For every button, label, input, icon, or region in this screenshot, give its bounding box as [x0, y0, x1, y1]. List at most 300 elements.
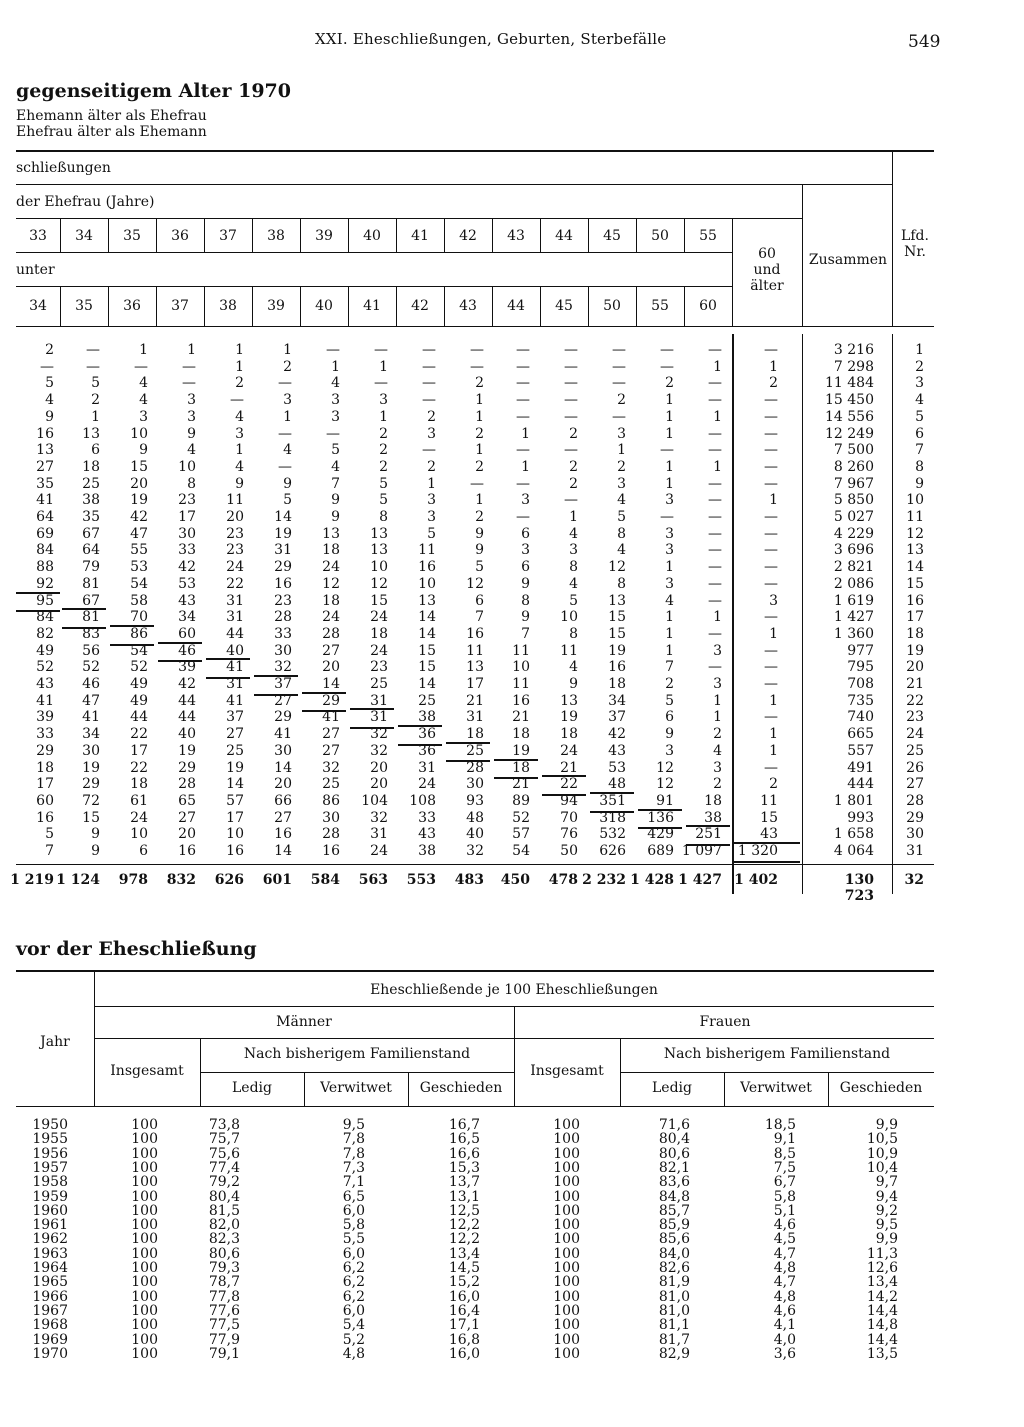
bound-bottom: 34: [29, 298, 47, 314]
table1-cell: 19: [274, 525, 292, 542]
table2-cell: 100: [553, 1202, 580, 1219]
table1-cell: 2: [91, 392, 100, 409]
table1-cell: 52: [130, 659, 148, 676]
table1-subtitle-2: Ehefrau älter als Ehemann: [16, 124, 207, 140]
table1-cell: 1: [617, 442, 626, 459]
table2-cell: 100: [553, 1174, 580, 1191]
table1-cell: 52: [82, 659, 100, 676]
divider: [684, 286, 685, 326]
table1-cell: 60: [178, 625, 196, 642]
table1-cell: 11: [418, 542, 436, 559]
table1-cell: 23: [370, 659, 388, 676]
table1-cell: 16: [322, 843, 340, 859]
divider: [684, 218, 685, 252]
table2-cell: 9,5: [342, 1117, 365, 1133]
table2-cell: 71,6: [658, 1117, 690, 1133]
table1-cell: 1: [475, 408, 484, 425]
table1-cell: —: [182, 375, 196, 392]
table1-cell: 65: [178, 792, 196, 809]
table1-cell: 23: [178, 492, 196, 509]
table2-cell: 4,7: [773, 1245, 796, 1262]
table1-cell: 5: [283, 492, 292, 509]
table1-cell: 626: [599, 843, 626, 859]
table1-cell: 12: [466, 575, 484, 592]
table2-cell: 6,5: [342, 1188, 365, 1205]
table1-cell: 30: [322, 809, 340, 826]
table1-cell: 18: [130, 776, 148, 793]
table2-cell: 1958: [32, 1174, 68, 1191]
table1-cell: 44: [178, 709, 196, 726]
table1-cell: 47: [82, 692, 100, 709]
table2-cell: 100: [131, 1159, 158, 1176]
table2-cell: 10,4: [866, 1159, 898, 1176]
table2-cell: 77,4: [208, 1159, 240, 1176]
table1-cell: 8: [569, 559, 578, 576]
table1-cell: 32: [370, 726, 388, 743]
table1-cell: —: [182, 358, 196, 375]
table1-cell: 2: [427, 408, 436, 425]
divider: [732, 218, 733, 326]
table1-cell: 41: [322, 709, 340, 726]
table1-cell: 3: [665, 492, 674, 509]
table1-cell: 38: [82, 492, 100, 509]
table1-cell: —: [564, 375, 578, 392]
table1-cell: 16: [418, 559, 436, 576]
table1-cell: 4: [331, 458, 340, 475]
table1-cell: 5: [45, 826, 54, 843]
table1-cell: 12: [608, 559, 626, 576]
table1-cell: 7: [915, 442, 924, 459]
header-insgesamt-f: Insgesamt: [530, 1063, 604, 1079]
table1-cell: 10: [226, 826, 244, 843]
table2-cell: 82,3: [208, 1231, 240, 1248]
table1-cell: 18: [370, 625, 388, 642]
table1-cell: —: [470, 475, 484, 492]
table1-cell: 5: [617, 509, 626, 525]
table1-cell: 54: [130, 642, 148, 659]
table1-cell: 15: [906, 575, 924, 592]
table1-cell: 42: [178, 559, 196, 576]
table1-total-cell: 478: [548, 872, 578, 888]
divider: [892, 150, 893, 326]
table2-cell: 9,2: [875, 1202, 898, 1219]
table1-cell: 53: [178, 575, 196, 592]
table2-cell: 81,1: [658, 1317, 690, 1334]
table1-cell: 43: [178, 592, 196, 609]
table1-cell: 21: [512, 776, 530, 793]
table1-cell: 15 450: [825, 392, 874, 409]
table1-total-cell: 1 428: [630, 872, 674, 888]
table1-cell: 1 360: [833, 625, 874, 642]
table1-cell: 20: [226, 509, 244, 525]
table1-cell: 1: [331, 358, 340, 375]
table1-cell: 5: [427, 525, 436, 542]
divider: [444, 218, 445, 252]
table1-cell: 15: [608, 625, 626, 642]
table1-cell: 10: [560, 609, 578, 626]
table1-cell: 94: [560, 792, 578, 809]
table1-cell: —: [516, 442, 530, 459]
totals-rule: [16, 864, 934, 865]
table1-cell: 5: [915, 408, 924, 425]
table1-cell: 4: [187, 442, 196, 459]
table1-cell: 16: [512, 692, 530, 709]
table1-cell: 13: [418, 592, 436, 609]
table1-cell: 13: [370, 542, 388, 559]
table1-cell: 9: [915, 475, 924, 492]
table1-cell: 31: [226, 676, 244, 692]
table1-cell: 30: [466, 776, 484, 793]
table1-cell: 8: [521, 592, 530, 609]
table1-cell: 22: [130, 759, 148, 776]
table1-total-cell: 483: [454, 872, 484, 888]
table1-cell: 32: [274, 659, 292, 676]
table2-cell: 10,9: [866, 1145, 898, 1162]
table2-cell: 14,4: [866, 1302, 898, 1319]
table1-cell: 13: [906, 542, 924, 559]
table2-cell: 81,9: [658, 1274, 690, 1291]
table2-cell: 9,7: [875, 1174, 898, 1191]
table1-cell: 9: [235, 475, 244, 492]
table2-cell: 100: [553, 1317, 580, 1334]
table1-cell: 2: [283, 358, 292, 375]
table1-cell: —: [326, 342, 340, 358]
table1-cell: 7 298: [833, 358, 874, 375]
table2-cell: 80,4: [658, 1131, 690, 1148]
table1-cell: 1 427: [833, 609, 874, 626]
table1-cell: 735: [847, 692, 874, 709]
table1-cell: —: [708, 625, 722, 642]
table1-cell: 23: [274, 592, 292, 609]
table1-cell: 13: [82, 425, 100, 442]
table1-title: gegenseitigem Alter 1970: [16, 80, 291, 102]
divider: [204, 286, 205, 326]
table1-cell: —: [422, 358, 436, 375]
table1-total-cell: 450: [500, 872, 530, 888]
table1-cell: 36: [418, 726, 436, 743]
table2-cell: 6,2: [342, 1288, 365, 1305]
table2-cell: 4,7: [773, 1274, 796, 1291]
table1-cell: 43: [608, 742, 626, 759]
table1-cell: 34: [178, 609, 196, 626]
table2-cell: 79,3: [208, 1260, 240, 1276]
table1-cell: —: [708, 542, 722, 559]
table1-cell: —: [612, 342, 626, 358]
table2-cell: 16,8: [448, 1331, 480, 1348]
table1-cell: 6: [91, 442, 100, 459]
table2-cell: 5,4: [342, 1317, 365, 1334]
table2-cell: 1956: [32, 1145, 68, 1162]
table1-cell: 2: [769, 375, 778, 392]
unter-label: unter: [16, 262, 55, 278]
table1-cell: —: [422, 392, 436, 409]
table1-cell: 4: [569, 575, 578, 592]
table1-cell: —: [612, 358, 626, 375]
table2-cell: 3,6: [773, 1345, 796, 1362]
table1-cell: 11: [512, 676, 530, 692]
diagonal-marker: [158, 642, 202, 663]
table2-cell: 10,5: [866, 1131, 898, 1148]
table1-cell: 32: [370, 742, 388, 759]
table2-cell: 7,8: [342, 1145, 365, 1162]
table1-cell: 9: [187, 425, 196, 442]
table1-cell: 2: [379, 442, 388, 459]
table1-cell: 16: [274, 575, 292, 592]
table1-cell: 31: [466, 709, 484, 726]
table2-cell: 18,5: [764, 1117, 796, 1133]
table1-cell: 31: [418, 759, 436, 776]
table2-cell: 4,6: [773, 1302, 796, 1319]
bound-top: 39: [315, 228, 333, 244]
table2-cell: 100: [131, 1317, 158, 1334]
page-number: 549: [908, 32, 941, 52]
table2-cell: 5,8: [342, 1217, 365, 1234]
table1-cell: 23: [906, 709, 924, 726]
bound-top: 43: [507, 228, 525, 244]
diagonal-marker: [254, 675, 298, 696]
table1-cell: 37: [226, 709, 244, 726]
table1-cell: 30: [274, 642, 292, 659]
table1-cell: 1: [139, 342, 148, 358]
table1-cell: 6: [915, 425, 924, 442]
table1-cell: 24: [370, 843, 388, 859]
table2-cell: 6,0: [342, 1202, 365, 1219]
table1-cell: 8: [569, 625, 578, 642]
table1-cell: 4: [713, 742, 722, 759]
table1-cell: 5: [665, 692, 674, 709]
table2-cell: 81,0: [658, 1302, 690, 1319]
table2-cell: 100: [553, 1345, 580, 1362]
divider: [108, 218, 109, 252]
table1-cell: —: [470, 342, 484, 358]
table1-cell: —: [564, 492, 578, 509]
table1-cell: —: [764, 559, 778, 576]
bound-bottom: 40: [315, 298, 333, 314]
table2-cell: 80,6: [658, 1145, 690, 1162]
table1-cell: 18: [322, 592, 340, 609]
table1-cell: 1: [665, 609, 674, 626]
table1-cell: 2: [45, 342, 54, 358]
table2-cell: 4,0: [773, 1331, 796, 1348]
divider: [892, 334, 893, 894]
table1-cell: 27: [906, 776, 924, 793]
table1-cell: 41: [226, 659, 244, 676]
table2-cell: 7,5: [773, 1159, 796, 1176]
divider: [492, 286, 493, 326]
table2-cell: 13,4: [448, 1245, 480, 1262]
divider: [396, 218, 397, 252]
table1-cell: 12: [906, 525, 924, 542]
table1-cell: 15: [370, 592, 388, 609]
table1-cell: 22: [560, 776, 578, 793]
table2-cell: 13,1: [448, 1188, 480, 1205]
header-geschieden-m: Geschieden: [419, 1080, 503, 1096]
table1-cell: 84: [36, 542, 54, 559]
table1-cell: 50: [560, 843, 578, 859]
table2-cell: 7,1: [342, 1174, 365, 1191]
col-jahr: Jahr: [40, 1034, 70, 1050]
table1-cell: 4 064: [833, 843, 874, 859]
table1-cell: 14: [418, 609, 436, 626]
table1-cell: 11: [512, 642, 530, 659]
diagonal-marker: [494, 759, 538, 780]
table1-cell: —: [564, 342, 578, 358]
table1-cell: 48: [608, 776, 626, 793]
table2-cell: 15,3: [448, 1159, 480, 1176]
bound-top: 34: [75, 228, 93, 244]
table1-cell: 60: [36, 792, 54, 809]
table1-cell: 44: [178, 692, 196, 709]
table1-total-cell: 2 232: [582, 872, 626, 888]
table1-cell: 64: [36, 509, 54, 525]
table2-cell: 12,2: [448, 1231, 480, 1248]
table1-cell: 2: [475, 425, 484, 442]
table1-cell: 28: [322, 625, 340, 642]
table1-cell: 8: [617, 575, 626, 592]
table1-cell: 21: [466, 692, 484, 709]
table1-cell: 10: [130, 826, 148, 843]
table1-cell: 3: [427, 492, 436, 509]
table1-cell: 33: [274, 625, 292, 642]
table2-cell: 1970: [32, 1345, 68, 1362]
table1-cell: 26: [906, 759, 924, 776]
table1-cell: 20: [322, 659, 340, 676]
table1-cell: 977: [847, 642, 874, 659]
table1-cell: 318: [599, 809, 626, 826]
table1-cell: 14: [418, 676, 436, 692]
table1-cell: 25: [322, 776, 340, 793]
table2-cell: 81,0: [658, 1288, 690, 1305]
table1-cell: 15: [418, 659, 436, 676]
table1-cell: 491: [847, 759, 874, 776]
table1-cell: 5: [331, 442, 340, 459]
table1-cell: 86: [322, 792, 340, 809]
table1-cell: 2: [379, 458, 388, 475]
table1-total-cell: 1 427: [678, 872, 722, 888]
table1-cell: 2: [713, 776, 722, 793]
table1-cell: 1: [769, 492, 778, 509]
table2-cell: 100: [553, 1302, 580, 1319]
table1-cell: 1: [665, 392, 674, 409]
diagonal-marker: [302, 692, 346, 713]
table1-cell: 34: [82, 726, 100, 743]
table2-cell: 100: [553, 1260, 580, 1276]
table1-cell: 34: [608, 692, 626, 709]
table1-cell: 708: [847, 676, 874, 692]
bound-bottom: 55: [651, 298, 669, 314]
table1-cell: —: [764, 575, 778, 592]
table1-cell: 1: [713, 609, 722, 626]
table2-cell: 8,5: [773, 1145, 796, 1162]
table1-cell: 36: [418, 742, 436, 759]
table1-cell: 1 097: [681, 843, 722, 859]
table1-cell: 9: [569, 676, 578, 692]
table1-cell: 10: [906, 492, 924, 509]
table1-cell: 1 658: [833, 826, 874, 843]
table1-cell: 12: [656, 776, 674, 793]
table2-cell: 75,7: [208, 1131, 240, 1148]
table2-cell: 14,8: [866, 1317, 898, 1334]
table2-cell: 13,5: [866, 1345, 898, 1362]
table1-cell: 37: [274, 676, 292, 692]
divider: [636, 218, 637, 252]
bound-bottom: 60: [699, 298, 717, 314]
table1-cell: 4: [617, 542, 626, 559]
table1-cell: 6: [521, 559, 530, 576]
table1-cell: 19: [608, 642, 626, 659]
table1-cell: 5: [475, 559, 484, 576]
table1-cell: 29: [274, 559, 292, 576]
table2-cell: 7,8: [342, 1131, 365, 1148]
table1-cell: 15: [760, 809, 778, 826]
table1-cell: 21: [560, 759, 578, 776]
table2-cell: 100: [553, 1245, 580, 1262]
divider: [492, 218, 493, 252]
table2-cell: 1960: [32, 1202, 68, 1219]
table1-cell: 2: [475, 509, 484, 525]
table1-cell: —: [708, 442, 722, 459]
table2-cell: 1950: [32, 1117, 68, 1133]
table1-cell: 12: [656, 759, 674, 776]
table1-cell: 6: [665, 709, 674, 726]
table1-cell: 10: [130, 425, 148, 442]
table1-cell: 67: [82, 525, 100, 542]
table1-cell: 1: [475, 392, 484, 409]
table1-cell: 55: [130, 542, 148, 559]
table2-header-bottom-rule: [16, 1106, 934, 1107]
table1-cell: —: [764, 642, 778, 659]
table1-cell: 2: [569, 425, 578, 442]
table1-cell: 17: [466, 676, 484, 692]
table1-cell: 740: [847, 709, 874, 726]
table2-cell: 85,7: [658, 1202, 690, 1219]
table1-cell: —: [708, 659, 722, 676]
table1-cell: 32: [466, 843, 484, 859]
diagonal-marker: [638, 809, 682, 830]
table1-cell: —: [40, 358, 54, 375]
bound-top: 45: [603, 228, 621, 244]
table1-cell: 9: [283, 475, 292, 492]
table1-cell: 49: [130, 692, 148, 709]
table1-cell: 15: [82, 809, 100, 826]
table1-cell: 16: [608, 659, 626, 676]
table2-cell: 4,5: [773, 1231, 796, 1248]
table1-cell: —: [764, 542, 778, 559]
divider: [300, 218, 301, 252]
divider: [396, 286, 397, 326]
table1-header-bottom-rule: [16, 326, 934, 327]
table1-cell: —: [564, 408, 578, 425]
table1-cell: 27: [178, 809, 196, 826]
table1-cell: —: [708, 575, 722, 592]
bound-bottom: 42: [411, 298, 429, 314]
rule: [200, 1072, 514, 1073]
divider: [156, 218, 157, 252]
rule: [16, 184, 892, 185]
table1-cell: 17: [178, 509, 196, 525]
col-zusammen: Zusammen: [808, 252, 888, 268]
table1-cell: 11: [560, 642, 578, 659]
table1-cell: 23: [226, 525, 244, 542]
table2-cell: 100: [553, 1217, 580, 1234]
table1-cell: —: [516, 375, 530, 392]
table1-cell: 92: [36, 575, 54, 592]
table1-cell: 5: [45, 375, 54, 392]
table1-cell: 54: [130, 575, 148, 592]
table2-cell: 1955: [32, 1131, 68, 1148]
table1-cell: 38: [418, 709, 436, 726]
table1-cell: 31: [226, 592, 244, 609]
